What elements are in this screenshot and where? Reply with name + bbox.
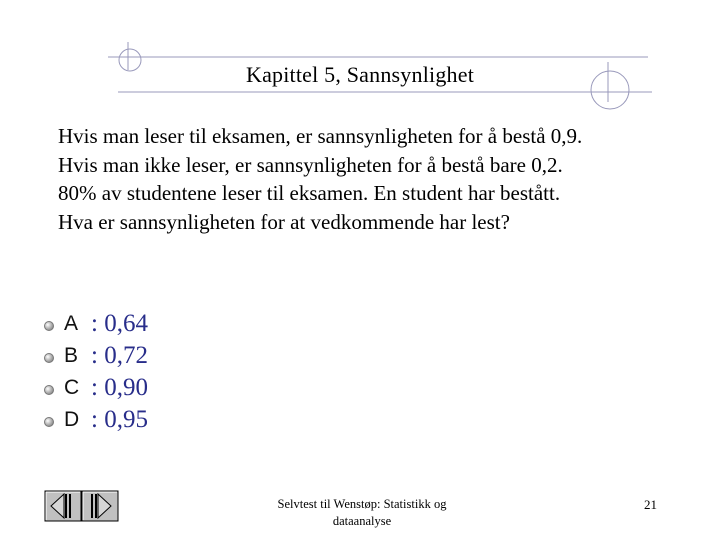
- option-value: : 0,95: [91, 406, 148, 433]
- previous-slide-button[interactable]: [45, 491, 81, 521]
- option-d[interactable]: [44, 404, 148, 436]
- nav-buttons: [44, 490, 120, 522]
- question-line: Hvis man leser til eksamen, er sannsynligheten for å bestå 0,9.: [58, 124, 583, 148]
- bullet-icon: [44, 353, 54, 363]
- slide-footer: [246, 496, 478, 530]
- option-letter: A: [64, 312, 79, 335]
- bullet-icon: [44, 321, 54, 331]
- next-slide-button[interactable]: [82, 491, 118, 521]
- option-letter: D: [64, 408, 80, 431]
- option-b[interactable]: [44, 340, 148, 372]
- option-letter: C: [64, 376, 80, 399]
- option-c[interactable]: [44, 372, 148, 404]
- slide-navigation: [44, 490, 120, 527]
- answer-options: [44, 308, 148, 436]
- question-line: Hvis man ikke leser, er sannsynligheten for å bestå bare 0,2.: [58, 152, 563, 177]
- option-value: : 0,64: [91, 310, 148, 337]
- option-letter: B: [64, 344, 79, 367]
- option-a[interactable]: [44, 308, 148, 340]
- option-value: : 0,72: [91, 342, 148, 369]
- page-number: 21: [644, 497, 657, 512]
- question-line: Hva er sannsynligheten for at vedkommende har lest?: [58, 209, 510, 234]
- bullet-icon: [44, 417, 54, 427]
- footer-line: Selvtest til Wenstøp: Statistikk og: [277, 497, 447, 511]
- question-line: 80% av studentene leser til eksamen. En student har bestått.: [58, 181, 561, 205]
- bullet-icon: [44, 385, 54, 395]
- title-decoration: [0, 0, 720, 120]
- slide-title: Kapittel 5, Sannsynlighet: [245, 62, 475, 87]
- question-text: [58, 122, 698, 236]
- footer-line: dataanalyse: [332, 514, 392, 528]
- option-value: : 0,90: [91, 374, 148, 401]
